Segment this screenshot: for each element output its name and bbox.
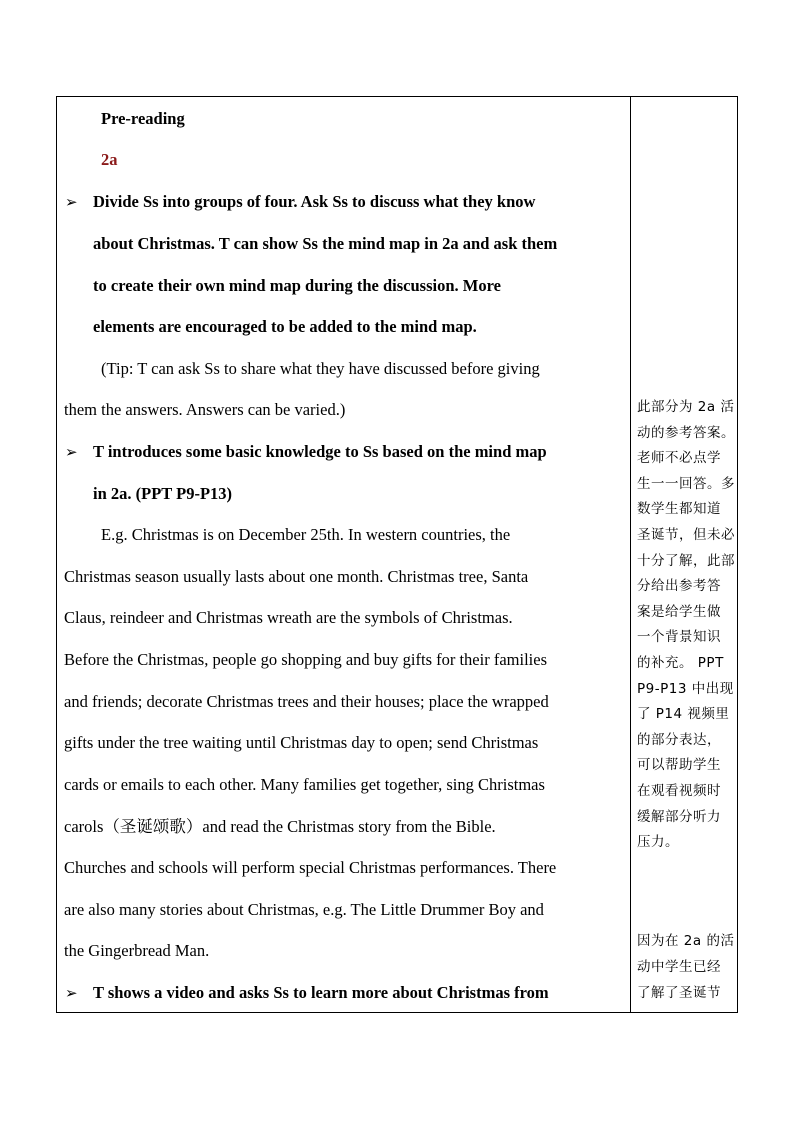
activity-label: 2a — [101, 150, 118, 169]
example-line: Claus, reindeer and Christmas wreath are the symbols of Christmas. — [64, 608, 513, 627]
example-line: and friends; decorate Christmas trees and their houses; place the wrapped — [64, 692, 549, 711]
note-line: 压力。 — [637, 834, 679, 850]
example-line: Churches and schools will perform special Christmas performances. There — [64, 858, 557, 877]
bullet1-line: about Christmas. T can show Ss the mind map in 2a and ask them — [93, 234, 558, 253]
bullet2-line: T introduces some basic knowledge to Ss based on the mind map — [93, 442, 547, 461]
note-line: 在观看视频时 — [637, 783, 721, 799]
note-line: 一个背景知识 — [637, 629, 721, 645]
bullet1-line: Divide Ss into groups of four. Ask Ss to discuss what they know — [93, 192, 536, 211]
note-line: 十分了解，此部 — [637, 553, 735, 569]
note-line: 老师不必点学 — [637, 450, 721, 466]
note-line: P9-P13 中出现 — [637, 681, 734, 697]
example-line: gifts under the tree waiting until Christmas day to open; send Christmas — [64, 733, 539, 752]
note-line: 动的参考答案。 — [637, 425, 735, 441]
note-line: 分给出参考答 — [637, 578, 721, 594]
bullet-arrow-icon: ➢ — [65, 443, 78, 461]
example-line: carols（圣诞颂歌）and read the Christmas story from the Bible. — [64, 817, 496, 836]
tip-line: them the answers. Answers can be varied.) — [64, 400, 346, 419]
tip-line: (Tip: T can ask Ss to share what they have discussed before giving — [101, 359, 540, 378]
section-heading: Pre-reading — [101, 109, 185, 128]
example-line: E.g. Christmas is on December 25th. In western countries, the — [101, 525, 511, 544]
example-line: Christmas season usually lasts about one month. Christmas tree, Santa — [64, 567, 529, 586]
bullet1-line: to create their own mind map during the discussion. More — [93, 276, 501, 295]
bullet1-line: elements are encouraged to be added to the mind map. — [93, 317, 477, 336]
example-line: cards or emails to each other. Many families get together, sing Christmas — [64, 775, 545, 794]
lesson-plan-table — [56, 96, 738, 1013]
bullet-arrow-icon: ➢ — [65, 984, 78, 1002]
note-line: 因为在 2a 的活 — [637, 933, 735, 949]
note-line: 了解了圣诞节 — [637, 985, 721, 1001]
bullet-arrow-icon: ➢ — [65, 193, 78, 211]
note-line: 此部分为 2a 活 — [637, 399, 735, 415]
note-line: 数学生都知道 — [637, 501, 721, 517]
note-line: 生一一回答。多 — [637, 476, 735, 492]
note-line: 的补充。 PPT — [637, 655, 724, 671]
main-column — [57, 97, 630, 1012]
note-line: 圣诞节，但未必 — [637, 527, 735, 543]
bullet2-line: in 2a. (PPT P9-P13) — [93, 484, 233, 503]
bullet3-line: T shows a video and asks Ss to learn more about Christmas from — [93, 983, 549, 1002]
example-line: the Gingerbread Man. — [64, 941, 210, 960]
note-line: 动中学生已经 — [637, 959, 721, 975]
example-line: are also many stories about Christmas, e.g. The Little Drummer Boy and — [64, 900, 544, 919]
note-line: 了 P14 视频里 — [637, 706, 730, 722]
note-line: 的部分表达， — [637, 732, 721, 748]
notes-column — [631, 97, 737, 1012]
note-line: 案是给学生做 — [637, 604, 721, 620]
note-line: 可以帮助学生 — [637, 757, 721, 773]
note-line: 缓解部分听力 — [637, 809, 721, 825]
example-line: Before the Christmas, people go shopping and buy gifts for their families — [64, 650, 547, 669]
